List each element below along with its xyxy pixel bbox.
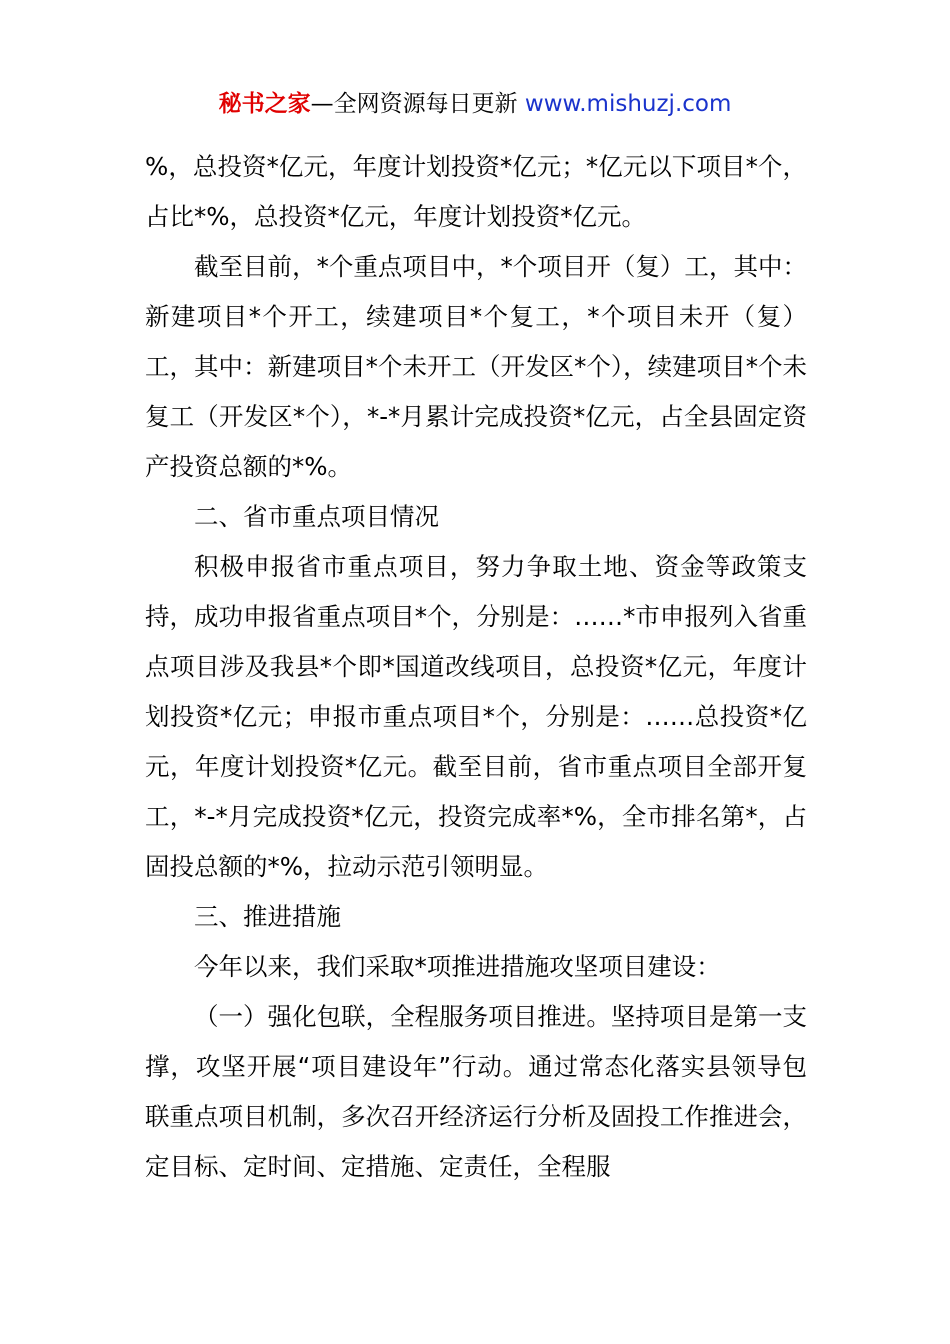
paragraph-measure-1: （一）强化包联，全程服务项目推进。坚持项目是第一支撑，攻坚开展“项目建设年”行动。通过常态化落实县领导包联重点项目机制，多次召开经济运行分析及固投工作推进会，定目标、定时间、定措施、定责任，全程服 bbox=[145, 1002, 807, 1181]
paragraph-measures-intro: 今年以来，我们采取*项推进措施攻坚项目建设： bbox=[194, 952, 721, 981]
paragraph-continued: %，总投资*亿元，年度计划投资*亿元；*亿元以下项目*个，占比*%，总投资*亿元，年度计划投资*亿元。 bbox=[145, 152, 807, 231]
section-heading-3: 三、推进措施 bbox=[194, 902, 341, 931]
paragraph-progress: 截至目前，*个重点项目中，*个项目开（复）工，其中：新建项目*个开工，续建项目*个复工，*个项目未开（复）工，其中：新建项目*个未开工（开发区*个），续建项目*个未复工（开发区*个），*-*月累计完成投资*亿元，占全县固定资产投资总额的*%。 bbox=[145, 252, 807, 481]
header-slogan: —全网资源每日更新 bbox=[310, 91, 525, 117]
site-url-link[interactable]: www.mishuzj.com bbox=[524, 91, 732, 117]
brand-name: 秘书之家 bbox=[218, 91, 311, 117]
paragraph-provincial-projects: 积极申报省市重点项目，努力争取土地、资金等政策支持，成功申报省重点项目*个，分别是：……*市申报列入省重点项目涉及我县*个即*国道改线项目，总投资*亿元，年度计划投资*亿元；申报市重点项目*个，分别是：……总投资*亿元，年度计划投资*亿元。截至目前，省市重点项目全部开复工，*-*月完成投资*亿元，投资完成率*%，全市排名第*，占固投总额的*%，拉动示范引领明显。 bbox=[145, 552, 807, 881]
section-heading-2: 二、省市重点项目情况 bbox=[194, 502, 439, 531]
document-body bbox=[145, 142, 807, 1192]
page-header bbox=[0, 86, 950, 122]
